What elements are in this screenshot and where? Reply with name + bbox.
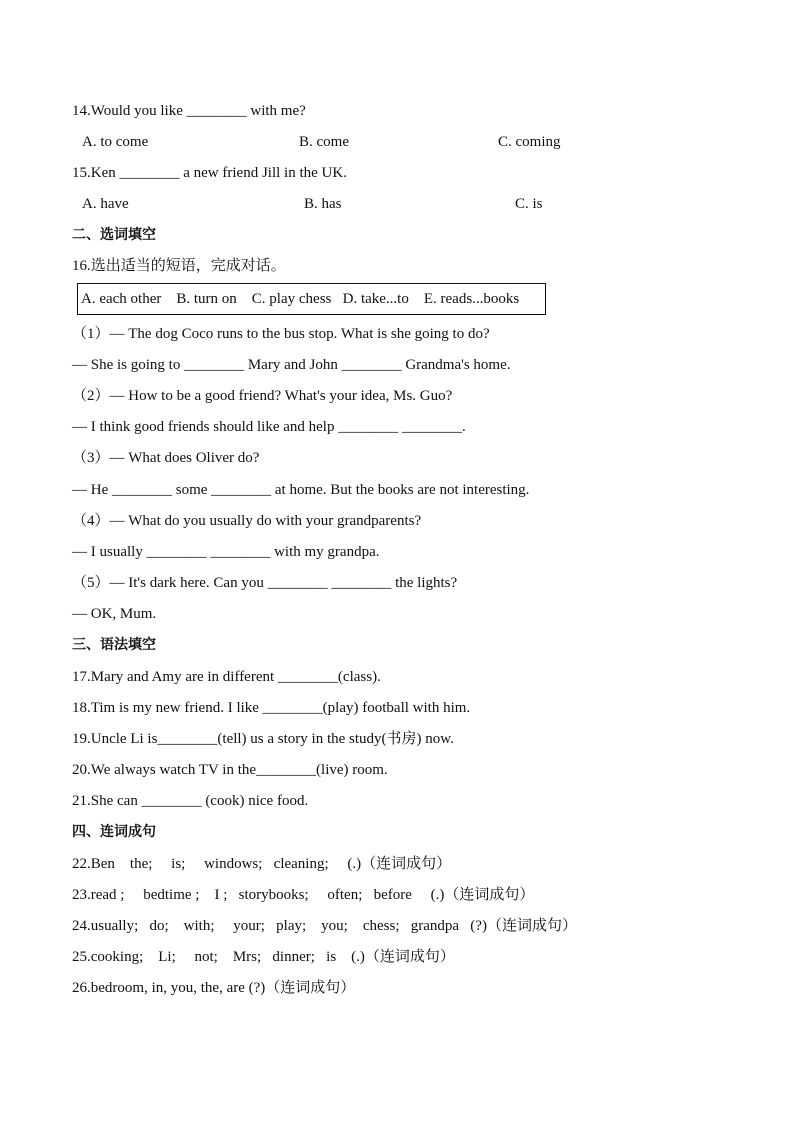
ordering-question: 22.Ben the; is; windows; cleaning; (.)（连词成句） xyxy=(72,856,452,872)
grammar-question: 17.Mary and Amy are in different ________(class). xyxy=(72,669,381,685)
dialogue-line: — OK, Mum. xyxy=(72,606,157,622)
grammar-question: 20.We always watch TV in the________(live) room. xyxy=(72,762,388,778)
ordering-question: 23.read ; bedtime ; I ; storybooks; often; before (.)（连词成句） xyxy=(72,887,535,903)
question-14: 14.Would you like ________ with me? xyxy=(72,103,306,119)
dialogue-line: （5）— It's dark here. Can you ________ ________ the lights? xyxy=(72,575,458,591)
section-heading: 三、语法填空 xyxy=(72,637,156,653)
ordering-question: 24.usually; do; with; your; play; you; chess; grandpa (?)（连词成句） xyxy=(72,918,577,934)
dialogue-line: （4）— What do you usually do with your grandparents? xyxy=(72,513,422,529)
dialogue-line: — She is going to ________ Mary and John ________ Grandma's home. xyxy=(72,357,511,373)
dialogue-line: （1）— The dog Coco runs to the bus stop. What is she going to do? xyxy=(72,326,490,342)
dialogue-line: （3）— What does Oliver do? xyxy=(72,450,260,466)
ordering-question: 26.bedroom, in, you, the, are (?)（连词成句） xyxy=(72,980,356,996)
option-c: C. is xyxy=(515,196,543,212)
dialogue-line: — I think good friends should like and help ________ ________. xyxy=(72,419,466,435)
dialogue-line: （2）— How to be a good friend? What's your idea, Ms. Guo? xyxy=(72,388,453,404)
dialogue-line: — He ________ some ________ at home. But the books are not interesting. xyxy=(72,482,530,498)
option-a: A. to come xyxy=(82,134,149,150)
option-b: B. come xyxy=(299,134,349,150)
dialogue-line: — I usually ________ ________ with my grandpa. xyxy=(72,544,380,560)
word-box: A. each other B. turn on C. play chess D. take...to E. reads...books xyxy=(77,283,546,315)
question-16: 16.选出适当的短语，完成对话。 xyxy=(72,258,286,274)
grammar-question: 21.She can ________ (cook) nice food. xyxy=(72,793,309,809)
section-heading: 四、连词成句 xyxy=(72,824,156,840)
question-15: 15.Ken ________ a new friend Jill in the UK. xyxy=(72,165,347,181)
option-c: C. coming xyxy=(498,134,561,150)
ordering-question: 25.cooking; Li; not; Mrs; dinner; is (.)（连词成句） xyxy=(72,949,455,965)
option-a: A. have xyxy=(82,196,129,212)
grammar-question: 18.Tim is my new friend. I like ________(play) football with him. xyxy=(72,700,471,716)
grammar-question: 19.Uncle Li is________(tell) us a story in the study(书房) now. xyxy=(72,731,454,747)
option-b: B. has xyxy=(304,196,342,212)
section-heading: 二、选词填空 xyxy=(72,227,156,243)
